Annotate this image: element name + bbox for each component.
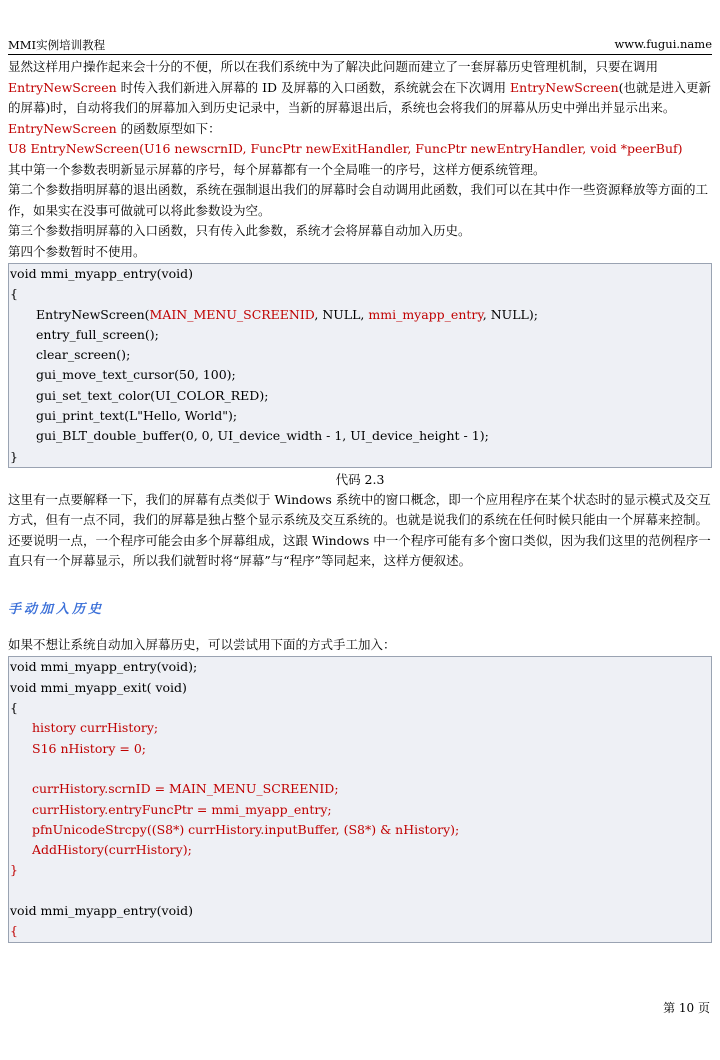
code-line: void mmi_myapp_exit( void) xyxy=(10,679,187,695)
code-line: history currHistory; xyxy=(32,720,159,736)
text-run: 的函数原型如下： xyxy=(116,120,221,136)
code-line: } xyxy=(10,862,18,878)
header-url: www.fugui.name xyxy=(614,37,712,51)
code-token: , NULL); xyxy=(482,306,538,322)
code-line: } xyxy=(10,448,18,464)
code-line: gui_BLT_double_buffer(0, 0, UI_device_width - 1, UI_device_height - 1); xyxy=(36,428,489,444)
code-line: currHistory.entryFuncPtr = mmi_myapp_entry; xyxy=(32,801,332,817)
code-line: void mmi_myapp_entry(void) xyxy=(10,266,193,281)
code-line: gui_set_text_color(UI_COLOR_RED); xyxy=(36,387,269,403)
paragraph-history-intro xyxy=(8,57,712,119)
code-line: clear_screen(); xyxy=(36,347,131,363)
paragraph-prototype-intro xyxy=(8,119,712,140)
text-run: (也就是进入更新的屏幕)时，自动将我们的屏幕加入到历史记录中，当新的屏幕退出后，系统也会将我们的屏幕从历史中弹出并显示出来。 xyxy=(8,79,712,115)
code-line: void mmi_myapp_entry(void) xyxy=(10,903,193,919)
code-line xyxy=(9,759,711,779)
page-number: 第 10 页 xyxy=(663,1001,710,1015)
code-line: pfnUnicodeStrcpy((S8*) currHistory.inputBuffer, (S8*) & nHistory); xyxy=(32,821,460,837)
paragraph-manual-intro: 如果不想让系统自动加入屏幕历史，可以尝试用下面的方式手工加入： xyxy=(8,636,396,652)
code-token: MAIN_MENU_SCREENID xyxy=(149,306,315,322)
paragraph-param-3: 第三个参数指明屏幕的入口函数，只有传入此参数，系统才会将屏幕自动加入历史。 xyxy=(8,223,471,238)
paragraph-param-4: 第四个参数暂时不使用。 xyxy=(8,243,146,259)
section-title-manual-history: 手动加入历史 xyxy=(8,601,105,617)
page-header xyxy=(8,34,712,55)
code-line: { xyxy=(10,700,18,716)
code-line: currHistory.scrnID = MAIN_MENU_SCREENID; xyxy=(32,781,339,797)
code-token: mmi_myapp_entry xyxy=(368,306,483,322)
code-caption: 代码 2.3 xyxy=(335,471,385,487)
code-token: , NULL, xyxy=(314,306,369,322)
paragraph-screen-concept: 这里有一点要解释一下，我们的屏幕有点类似于 Windows 系统中的窗口概念，即一个应用程序在某个状态时的显示模式及交互方式，但有一点不同，我们的屏幕是独占整个显示系统及交互系统的。也就是说我们的系统在任何时候只能由一个屏幕来控制。 xyxy=(8,491,711,528)
code-line: S16 nHistory = 0; xyxy=(32,740,146,756)
code-line xyxy=(9,305,711,325)
inline-code: EntryNewScreen xyxy=(510,79,619,95)
text-run: 显然这样用户操作起来会十分的不便，所以在我们系统中为了解决此问题而建立了一套屏幕历史管理机制，只要在调用 xyxy=(8,59,659,74)
inline-code: EntryNewScreen xyxy=(8,79,117,95)
code-line: { xyxy=(10,286,18,302)
paragraph-param-2: 第二个参数指明屏幕的退出函数，系统在强制退出我们的屏幕时会自动调用此函数，我们可以在其中作一些资源释放等方面的工作，如果实在没事可做就可以将此参数设为空。 xyxy=(8,182,709,218)
code-token: EntryNewScreen( xyxy=(36,306,150,322)
paragraph-screen-program: 还要说明一点，一个程序可能会由多个屏幕组成，这跟 Windows 中一个程序可能有多个窗口类似，因为我们这里的范例程序一直只有一个屏幕显示，所以我们就暂时将“屏幕”与“程序”等同起来，这样方便叙述。 xyxy=(8,532,711,569)
code-line: entry_full_screen(); xyxy=(36,326,159,342)
paragraph-param-1: 其中第一个参数表明新显示屏幕的序号，每个屏幕都有一个全局唯一的序号，这样方便系统管理。 xyxy=(8,161,546,177)
code-line: void mmi_myapp_entry(void); xyxy=(10,659,198,675)
code-line: gui_print_text(L"Hello, World"); xyxy=(36,408,238,424)
header-title: MMI实例培训教程 xyxy=(8,38,106,52)
text-run: 时传入我们新进入屏幕的 ID 及屏幕的入口函数，系统就会在下次调用 xyxy=(116,79,511,95)
function-prototype: U8 EntryNewScreen(U16 newscrnID, FuncPtr newExitHandler, FuncPtr newEntryHandler, void *peerBuf) xyxy=(8,141,683,156)
code-line: { xyxy=(10,923,18,939)
code-line: gui_move_text_cursor(50, 100); xyxy=(36,367,236,383)
code-block-2-3 xyxy=(8,263,712,468)
inline-code: EntryNewScreen xyxy=(8,120,117,136)
document-body xyxy=(8,57,712,943)
code-block-manual-history xyxy=(8,656,712,942)
code-line xyxy=(9,881,711,901)
code-line: AddHistory(currHistory); xyxy=(32,842,192,858)
